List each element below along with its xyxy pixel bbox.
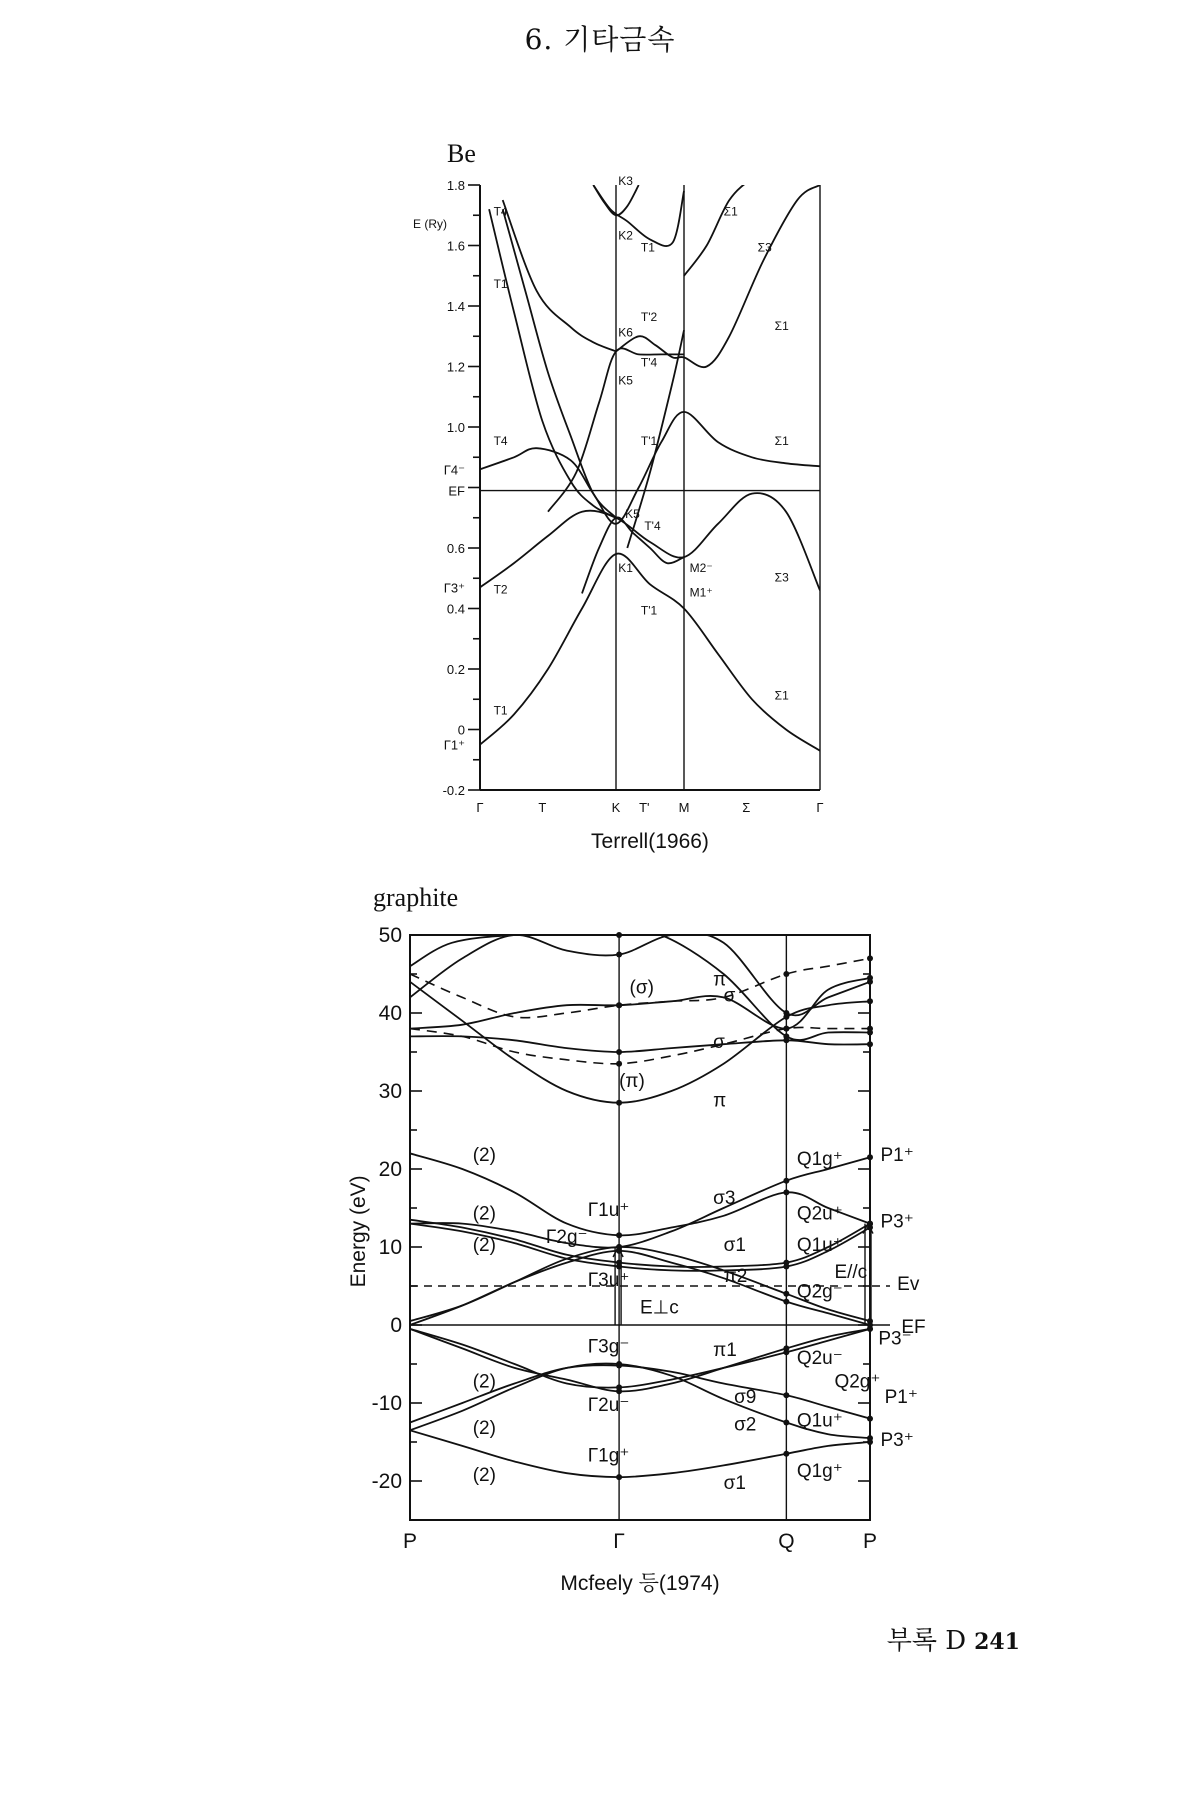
graphite-band-label: Γ3u⁺ <box>587 1270 630 1291</box>
be-band-label: K6 <box>618 325 633 340</box>
be-x-point-label: M <box>678 800 690 815</box>
graphite-band-point <box>783 1392 789 1398</box>
be-band-label: T'2 <box>640 310 658 325</box>
graphite-band-point <box>783 1264 789 1270</box>
graphite-band-label: (2) <box>472 1465 496 1486</box>
graphite-band-point <box>783 1451 789 1457</box>
be-band-line <box>684 155 792 276</box>
graphite-band-label: (2) <box>472 1418 496 1440</box>
graphite-y-tick-label: 20 <box>378 1158 402 1181</box>
graphite-band-point <box>616 1232 622 1238</box>
graphite-band-label: Q1g⁺ <box>796 1149 843 1171</box>
be-band-label: T'4 <box>640 355 658 370</box>
be-band-line <box>593 185 684 246</box>
be-band-label: Σ1 <box>723 204 738 219</box>
graphite-band-point <box>867 955 873 961</box>
graphite-caption: Mcfeely 등(1974) <box>560 1572 720 1595</box>
graphite-band-point <box>783 1420 789 1426</box>
graphite-band-label: Q2u⁺ <box>796 1203 843 1225</box>
graphite-band-label: P3⁺ <box>880 1211 914 1233</box>
graphite-band-label: Q2u⁻ <box>796 1348 843 1369</box>
graphite-band-point <box>783 1291 789 1297</box>
graphite-band-label: σ3 <box>713 1188 736 1210</box>
graphite-band-point <box>783 1026 789 1032</box>
graphite-band-label: EF <box>901 1316 926 1338</box>
graphite-x-point-label: Γ <box>613 1530 625 1553</box>
graphite-chart-title: graphite <box>373 883 459 912</box>
graphite-band-label: Γ3g⁻ <box>587 1336 630 1358</box>
be-special-level-label: Γ1⁺ <box>443 737 465 753</box>
graphite-band-point <box>783 1033 789 1039</box>
graphite-band-label: π <box>713 1090 727 1112</box>
graphite-band-label: Γ1g⁺ <box>587 1445 630 1467</box>
be-y-tick-label: 1.0 <box>446 420 465 435</box>
graphite-band-point <box>616 1363 622 1369</box>
graphite-band-point <box>616 932 622 938</box>
graphite-band-point <box>783 1178 789 1184</box>
be-band-label: Σ1 <box>774 688 789 703</box>
page-footer <box>887 1620 1020 1657</box>
be-y-tick-label: 1.6 <box>446 238 465 254</box>
be-band-label: M1⁺ <box>689 585 713 600</box>
be-y-tick-label: 1.8 <box>446 178 465 193</box>
graphite-band-label: P1⁺ <box>880 1145 914 1167</box>
be-y-tick-label: 0.2 <box>446 662 465 677</box>
be-band-line <box>616 185 820 367</box>
graphite-band-label: Q1g⁺ <box>796 1461 843 1483</box>
graphite-y-tick-label: 10 <box>378 1236 402 1259</box>
be-x-point-label: Γ <box>476 800 484 815</box>
graphite-band-line <box>410 1036 870 1052</box>
graphite-band-label: σ1 <box>723 1234 746 1256</box>
graphite-band-point <box>783 1345 789 1351</box>
graphite-band-label: Γ2u⁻ <box>587 1394 630 1416</box>
graphite-band-point <box>783 971 789 977</box>
graphite-y-tick-label: 30 <box>378 1080 402 1103</box>
be-band-label: K3 <box>618 174 633 188</box>
graphite-band-label: P3⁺ <box>880 1429 914 1451</box>
graphite-y-tick-label: 0 <box>390 1314 402 1337</box>
graphite-y-axis-label: Energy (eV) <box>347 1175 370 1288</box>
graphite-band-point <box>867 998 873 1004</box>
graphite-band-point <box>616 1100 622 1106</box>
graphite-band-point <box>616 1474 622 1480</box>
be-y-tick-label: 0.4 <box>446 601 465 617</box>
be-band-label: Σ3 <box>774 570 789 585</box>
graphite-y-tick-label: -20 <box>371 1470 402 1493</box>
page-header: 6. 기타금속 <box>524 23 676 56</box>
graphite-band-label: Γ1u⁺ <box>587 1199 630 1221</box>
graphite-band-label: σ2 <box>734 1414 757 1436</box>
graphite-x-point-label: Q <box>778 1530 795 1553</box>
be-band-label: Σ1 <box>774 319 789 334</box>
graphite-band-point <box>616 1061 622 1067</box>
graphite-band-label: σ <box>723 985 736 1007</box>
graphite-band-label: Γ2g⁻ <box>545 1227 588 1249</box>
graphite-x-point-label: P <box>402 1530 418 1553</box>
be-band-label: K5 <box>618 373 633 388</box>
graphite-band-label: π2 <box>723 1266 748 1288</box>
graphite-band-label: (π) <box>619 1071 645 1093</box>
graphite-band-label: Q1u⁺ <box>796 1410 843 1432</box>
be-caption: Terrell(1966) <box>591 830 709 853</box>
footer-appendix-label: 부록 D <box>886 1626 967 1656</box>
graphite-band-point <box>867 1041 873 1047</box>
be-special-level-label: EF <box>448 483 465 499</box>
be-band-label: T1 <box>493 276 508 291</box>
be-x-point-label: T' <box>639 800 650 815</box>
be-x-point-label: Σ <box>742 800 751 815</box>
graphite-band-label: (2) <box>472 1371 496 1393</box>
graphite-band-point <box>867 979 873 985</box>
be-band-label: T1 <box>640 240 655 255</box>
be-chart-title: Be <box>447 139 476 168</box>
be-band-line <box>480 493 820 590</box>
be-band-label: T'1 <box>640 603 658 618</box>
be-special-level-label: Γ4⁻ <box>443 462 465 478</box>
be-special-level-label: Γ3⁺ <box>443 580 465 596</box>
be-y-tick-label: 0 <box>457 722 465 738</box>
graphite-y-tick-label: 40 <box>378 1002 402 1025</box>
graphite-band-label: Q2g⁺ <box>834 1371 881 1393</box>
be-band-label: T4 <box>493 434 508 449</box>
graphite-band-label: (2) <box>472 1145 496 1167</box>
graphite-band-point <box>616 952 622 958</box>
be-band-label: Σ1 <box>774 434 789 449</box>
be-y-tick-label: 0.6 <box>446 541 465 556</box>
be-x-point-label: Γ <box>816 800 824 815</box>
graphite-band-label: Q1u⁺ <box>796 1234 843 1256</box>
be-x-point-label: K <box>611 800 621 815</box>
footer-page-number: 241 <box>974 1629 1020 1655</box>
be-y-tick-label: 1.2 <box>446 359 465 375</box>
graphite-y-tick-label: -10 <box>371 1392 402 1415</box>
graphite-band-point <box>783 1189 789 1195</box>
graphite-band-point <box>616 1002 622 1008</box>
be-band-label: T'4 <box>644 518 661 533</box>
be-band-line <box>480 554 820 751</box>
be-band-label: Σ3 <box>757 240 772 255</box>
graphite-band-label: π <box>713 969 727 991</box>
graphite-x-point-label: P <box>862 1530 878 1553</box>
be-band-label: T2 <box>493 582 508 597</box>
graphite-band-point <box>867 1416 873 1422</box>
be-band-line <box>503 209 616 518</box>
be-band-label: T'1 <box>640 434 658 449</box>
graphite-band-label: (2) <box>472 1203 496 1225</box>
graphite-y-tick-label: 50 <box>378 924 402 947</box>
graphite-band-point <box>867 1030 873 1036</box>
graphite-band-point <box>867 1322 873 1328</box>
graphite-band-point <box>867 1154 873 1160</box>
graphite-band-point <box>616 1049 622 1055</box>
be-band-label: T1 <box>493 703 508 718</box>
graphite-band-label: E//c <box>834 1262 868 1284</box>
graphite-band-point <box>616 1388 622 1394</box>
be-band-line <box>503 200 616 351</box>
be-band-line <box>480 412 820 524</box>
be-band-label: T4 <box>493 204 508 219</box>
be-x-point-label: T <box>538 800 547 815</box>
be-y-tick-label: -0.2 <box>442 783 465 798</box>
graphite-band-label: Ev <box>897 1273 920 1295</box>
graphite-band-point <box>783 1010 789 1016</box>
graphite-band-label: σ9 <box>734 1387 757 1408</box>
graphite-band-label: σ1 <box>723 1472 746 1494</box>
graphite-band-point <box>783 1299 789 1305</box>
graphite-band-label: (σ) <box>629 977 654 999</box>
be-band-label: K2 <box>618 228 633 243</box>
graphite-band-label: π1 <box>713 1340 737 1362</box>
be-band-line <box>489 209 616 518</box>
graphite-band-label: σ <box>713 1032 725 1054</box>
graphite-band-label: (2) <box>472 1234 496 1256</box>
graphite-band-label: P1⁺ <box>884 1387 918 1408</box>
be-band-label: K5 <box>625 506 640 521</box>
graphite-band-label: P3⁻ <box>878 1328 912 1350</box>
graphite-band-label: E⊥c <box>640 1297 679 1319</box>
be-band-label: K1 <box>618 561 633 576</box>
graphite-band-point <box>867 1435 873 1441</box>
be-band-label: M2⁻ <box>689 561 713 576</box>
be-y-axis-label: E (Ry) <box>413 217 447 231</box>
be-y-tick-label: 1.4 <box>446 299 465 314</box>
graphite-band-label: Q2g⁻ <box>796 1281 843 1303</box>
